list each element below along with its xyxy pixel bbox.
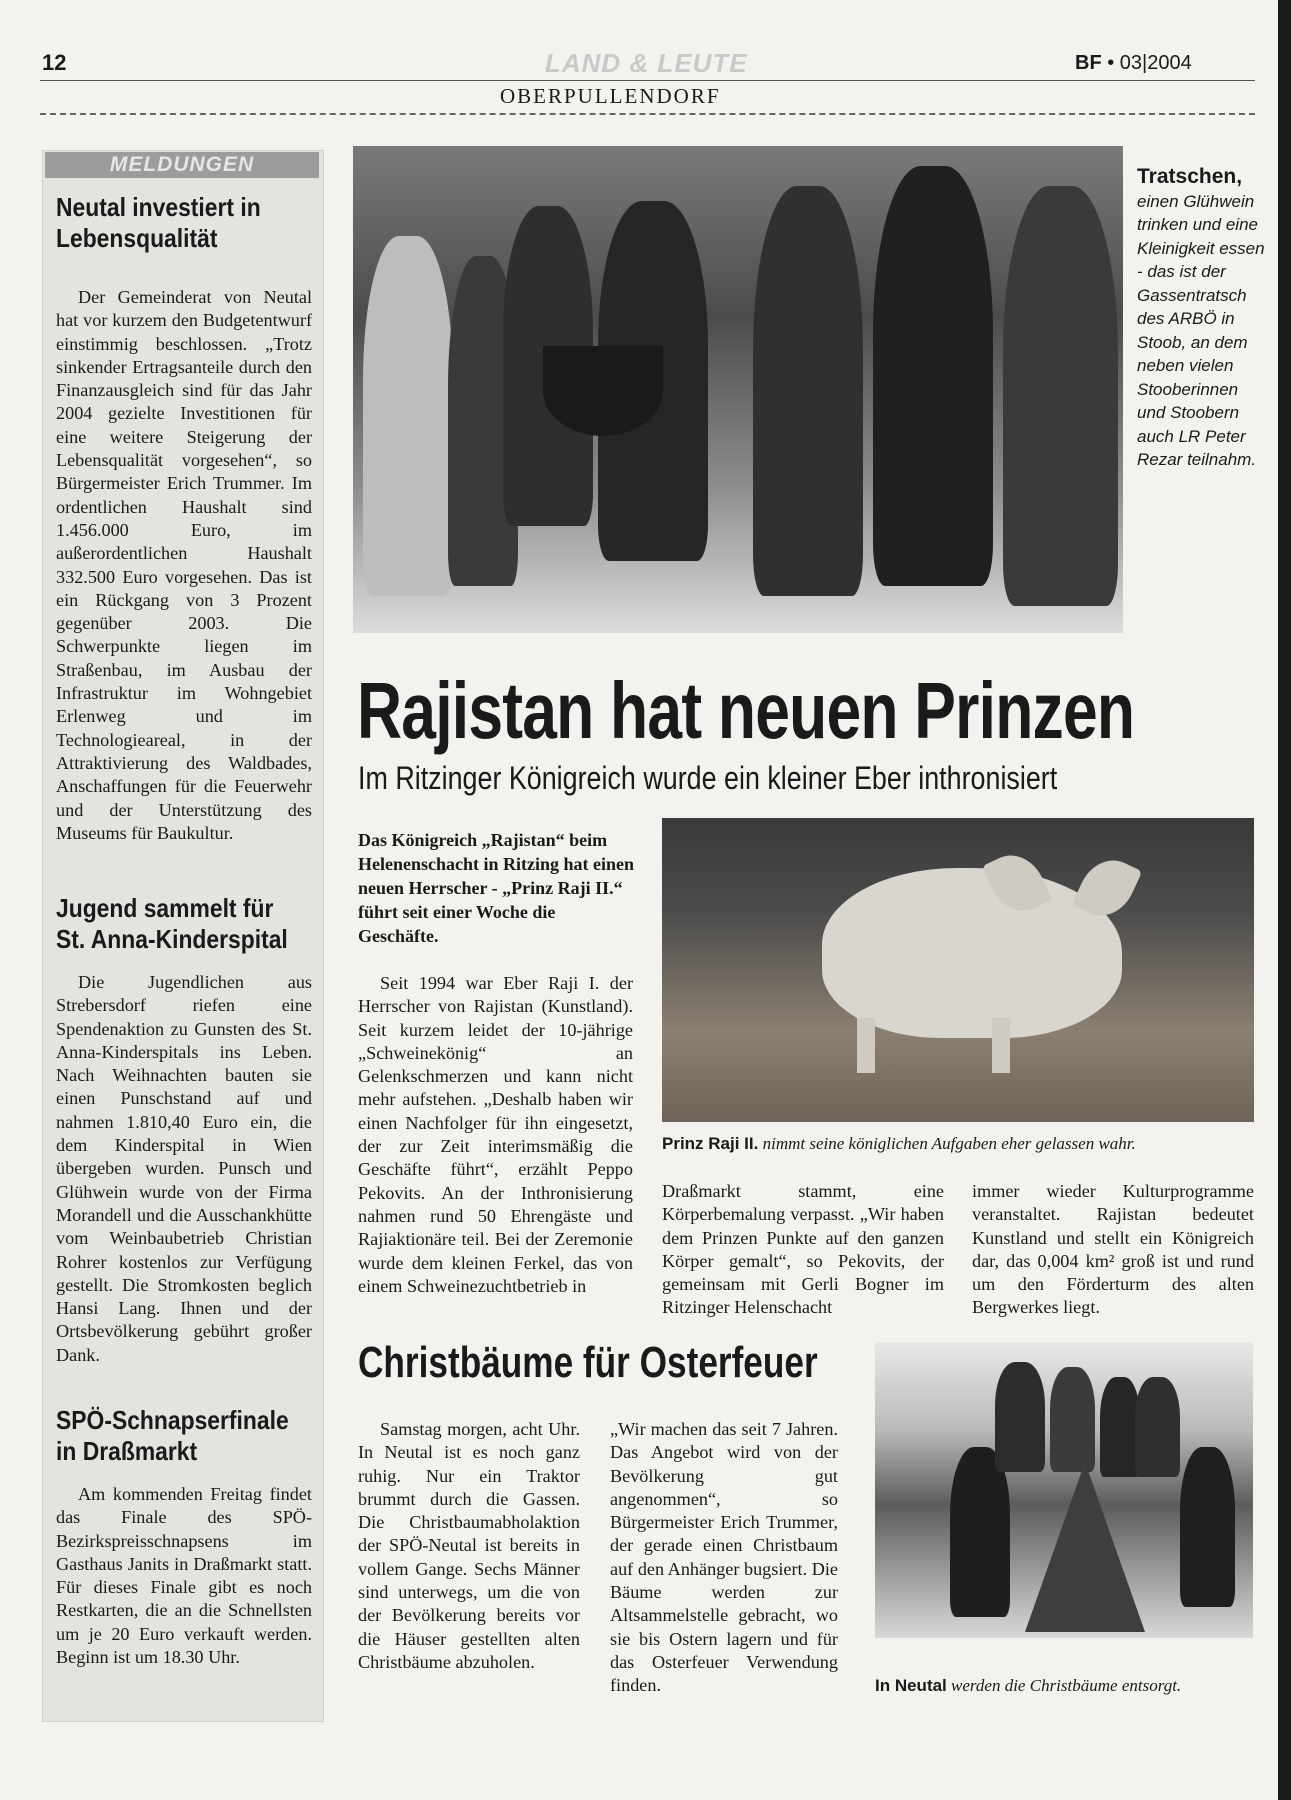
caption-title: Tratschen, [1137,165,1243,188]
christmas-tree-photo [875,1342,1253,1638]
header-rule [40,80,1255,81]
sidebar-item1-body: Der Gemeinderat von Neutal hat vor kurzem den Budgetentwurf einstimmig beschlossen. „Trotz sinkender Ertragsanteile durch den Finanzausgleich sind für das Jahr 2004 gezielte Investitionen für eine weitere Steigerung der Lebensqualität vorgesehen“, so Bürgermeister Erich Trummer. Im ordentlichen Haushalt sind 1.456.000 Euro, im außerordentlichen Haushalt 332.500 Euro vorgesehen. Das ist ein Rückgang von 3 Prozent gegenüber 2003. Die Schwerpunkte liegen im Straßenbau, im Ausbau der Infrastruktur im Wohngebiet Erlenweg und im Technologieareal, in der Attraktivierung des Waldbades, Anschaffungen für die Feuerwehr und der Unterstützung des Museums für Baukultur. [56,287,312,843]
sidebar-item3-body: Am kommenden Freitag findet das Finale des SPÖ-Bezirkspreisschnapsens im Gasthaus Janits in Draßmarkt statt. Für dieses Finale gibt es noch Restkarten, die an die Schnellsten um je 20 Euro verkauft werden. Beginn ist um 18.30 Uhr. [56,1484,312,1668]
main-headline: Rajistan hat neuen Prinzen [357,666,1135,755]
tree-caption-text: werden die Christbäume entsorgt. [951,1676,1182,1695]
publication-info: BF • 03|2004 [1075,52,1192,74]
article-column-2: Draßmarkt stammt, eine Körperbemalung verpasst. „Wir haben dem Prinzen Punkte auf den ganzen Körper gemalt“, so Pekovits, der gemeinsam mit Gerli Bogner im Ritzinger Helenschacht [662,1181,944,1318]
tree-photo-caption [875,1676,1181,1696]
sidebar-label: MELDUNGEN [45,152,319,178]
section-title: LAND & LEUTE [545,48,748,78]
dashed-divider [40,113,1255,115]
publication-name: BF [1075,52,1102,74]
group-photo-caption [1137,165,1267,472]
caption-text: einen Glühwein trinken und eine Kleinigkeit essen - das ist der Gassentratsch des ARBÖ in Stoob, an dem neben vielen Stooberinnen und Stoobern auch LR Peter Rezar teilnahm. [1137,191,1265,469]
scan-edge [1278,0,1291,1800]
sidebar-item2-body: Die Jugendlichen aus Strebersdorf riefen eine Spendenaktion zu Gunsten des St. Anna-Kinderspitals ins Leben. Nach Weihnachten bauten sie einen Punschstand auf und nahmen 1.810,40 Euro ein, die dem Kinderspital in Wien übergeben wurden. Punsch und Glühwein wurde von der Firma Morandell und die Ausschankhütte vom Weinbaubetrieb Christian Rohrer kostenlos zur Verfügung gestellt. Die Stromkosten beglich Hansi Lang. Ihnen und der Ortsbevölkerung gebührt großer Dank. [56,972,312,1365]
sidebar-item3-title: SPÖ-Schnapserfinale in Draßmarkt [56,1405,289,1466]
pig-photo-caption [662,1134,1136,1154]
second-headline: Christbäume für Osterfeuer [358,1338,818,1387]
article-column-1: Seit 1994 war Eber Raji I. der Herrscher von Rajistan (Kunstland). Seit kurzem leidet der 10-jährige „Schweinekönig“ an Gelenkschmerzen und kann nicht mehr aufstehen. „Deshalb haben wir einen Nachfolger für ihn eingesetzt, der zur Zeit interimsmäßig die Geschäfte führt“, erzählt Peppo Pekovits. An der Inthronisierung nahmen rund 50 Ehrengäste und Rajiaktionäre teil. Bei der Zeremonie wurde dem kleinen Ferkel, das von einem Schweinezuchtbetrieb in [358,973,633,1296]
sidebar-item2-title: Jugend sammelt für St. Anna-Kinderspital [56,893,288,954]
sidebar-item1-title: Neutal investiert in Lebensqualität [56,192,261,253]
region-title: OBERPULLENDORF [500,84,721,108]
tree-caption-place: In Neutal [875,1676,947,1695]
second-article-column-1: Samstag morgen, acht Uhr. In Neutal ist es noch ganz ruhig. Nur ein Traktor brummt durch die Gassen. Die Christbaumabholaktion der SPÖ-Neutal ist bereits in vollem Gange. Sechs Männer sind unterwegs, um die von der Bevölkerung bereits vor die Häuser gestellten alten Christbäume abzuholen. [358,1419,580,1672]
pig-caption-text: nimmt seine königlichen Aufgaben eher gelassen wahr. [762,1134,1136,1153]
second-article-column-2: „Wir machen das seit 7 Jahren. Das Angebot wird von der Bevölkerung gut angenommen“, so Bürgermeister Erich Trummer, der gerade einen Christbaum auf den Anhänger bugsiert. Die Bäume werden zur Altsammelstelle gebracht, wo sie bis Ostern lagern und für das Osterfeuer Verwendung finden. [610,1419,838,1696]
issue-number: 03|2004 [1119,52,1192,74]
pig-photo [662,818,1254,1122]
article-lead: Das Königreich „Rajistan“ beim Helenenschacht in Ritzing hat einen neuen Herrscher - „Prinz Raji II.“ führt seit einer Woche die Geschäfte. [358,830,635,946]
group-photo [353,146,1123,633]
page-number: 12 [42,50,67,75]
pig-caption-name: Prinz Raji II. [662,1134,759,1153]
article-column-3: immer wieder Kulturprogramme veranstaltet. Rajistan bedeutet Kunstland und stellt ein Königreich dar, das 0,004 km² groß ist und rund um den Förderturm des alten Bergwerkes liegt. [972,1181,1254,1318]
main-subheadline: Im Ritzinger Königreich wurde ein kleiner Eber inthronisiert [358,760,1058,796]
